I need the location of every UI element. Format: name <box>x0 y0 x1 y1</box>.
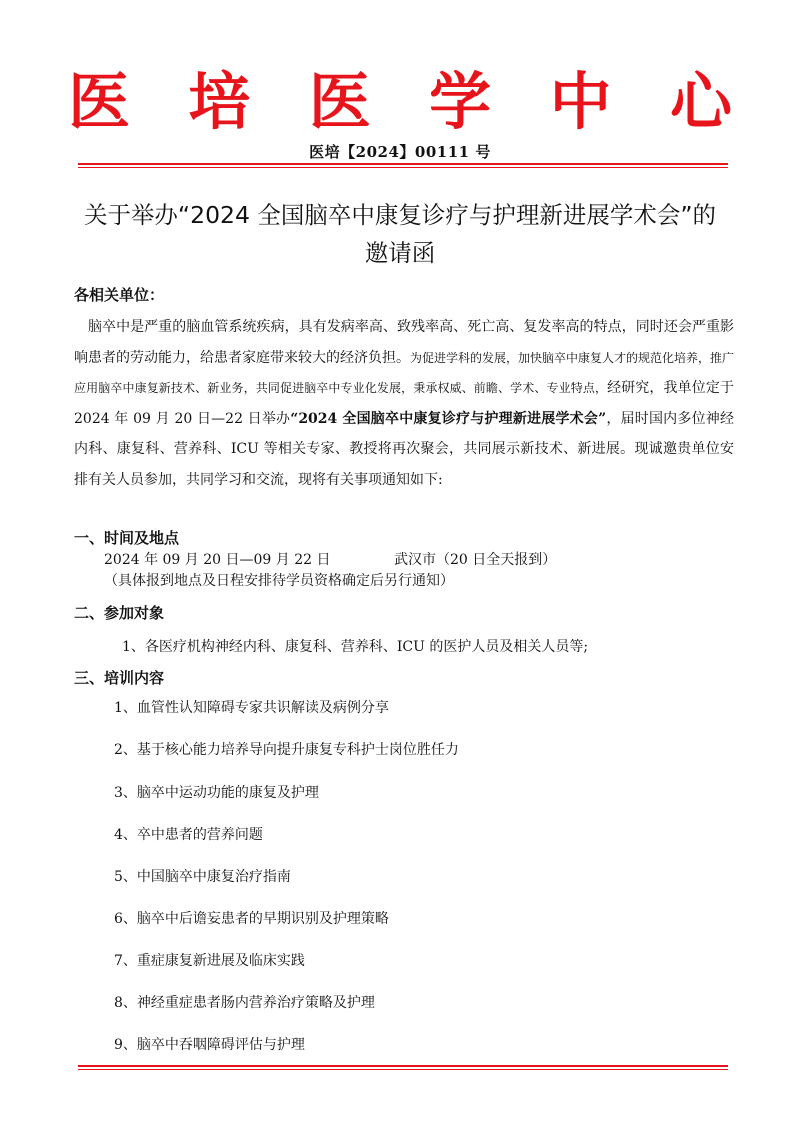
content-item: 5、中国脑卒中康复治疗指南 <box>114 869 291 885</box>
event-location: 武汉市（20 日全天报到） <box>394 552 557 568</box>
content-item: 2、基于核心能力培养导向提升康复专科护士岗位胜任力 <box>114 742 459 758</box>
body-text: ，届时国内多位神经内科、康复科、营养科、ICU 等相关专家、教授将再次聚会，共同展示新技术、新进展。现诚邀贵单位安排有关人员参加，共同学习和交流，现将有关事项通知如下: <box>74 410 735 488</box>
document-title <box>40 196 760 272</box>
org-title-char: 医 <box>68 65 131 138</box>
title-line-2: 邀请函 <box>364 239 436 267</box>
org-title-char: 学 <box>429 65 492 138</box>
content-item: 9、脑卒中吞咽障碍评估与护理 <box>114 1037 305 1053</box>
section-heading-audience: 二、参加对象 <box>74 604 165 622</box>
salutation: 各相关单位： <box>74 286 165 304</box>
body-text: 经研究，我单位定于 2024 年 09 月 20 日—22 日举办 <box>74 380 734 427</box>
content-item: 1、血管性认知障碍专家共识解读及病例分享 <box>114 700 389 716</box>
conference-name: “2024 全国脑卒中康复诊疗与护理新进展学术会” <box>290 410 607 427</box>
content-item: 4、卒中患者的营养问题 <box>114 827 263 843</box>
content-item: 8、神经重症患者肠内营养治疗策略及护理 <box>114 995 375 1011</box>
org-title-char: 医 <box>308 65 371 138</box>
footer-divider-thin <box>78 1069 728 1070</box>
content-item: 3、脑卒中运动功能的康复及护理 <box>114 785 319 801</box>
org-title-char: 中 <box>549 65 612 138</box>
body-text: 脑卒中是严重的脑血管系统疾病，具有发病率高、致残率高、死亡高、复发率高的特点，同时还会严重影响患者的劳动能力，给患者家庭带来较大的经济负担。 <box>74 319 734 366</box>
time-place-line <box>104 549 704 569</box>
org-title-char: 心 <box>669 65 732 138</box>
org-title-char: 培 <box>188 65 251 138</box>
content-item: 7、重症康复新进展及临床实践 <box>114 953 305 969</box>
title-line-1: 关于举办“2024 全国脑卒中康复诊疗与护理新进展学术会”的 <box>83 201 717 229</box>
time-place-note: （具体报到地点及日程安排待学员资格确定后另行通知） <box>104 573 454 589</box>
footer-divider-thick <box>78 1065 728 1067</box>
header-divider-thick <box>78 163 728 165</box>
org-title <box>68 62 732 142</box>
header-divider-thin <box>78 167 728 168</box>
audience-item: 1、各医疗机构神经内科、康复科、营养科、ICU 的医护人员及相关人员等; <box>122 639 589 655</box>
section-heading-content: 三、培训内容 <box>74 669 165 687</box>
section-heading-time-place: 一、时间及地点 <box>74 529 180 547</box>
document-number: 医培【2024】00111 号 <box>309 143 491 161</box>
body-paragraph <box>74 312 734 495</box>
content-item: 6、脑卒中后谵妄患者的早期识别及护理策略 <box>114 911 389 927</box>
body-text-small: 为促进学科的发展，加快脑卒中康复人才的规范化培养，推广应用脑卒中康复新技术、新业务，共同促进脑卒中专业化发展，秉承权威、前瞻、学术、专业特点， <box>74 350 735 395</box>
event-dates: 2024 年 09 月 20 日—09 月 22 日 <box>104 552 331 568</box>
